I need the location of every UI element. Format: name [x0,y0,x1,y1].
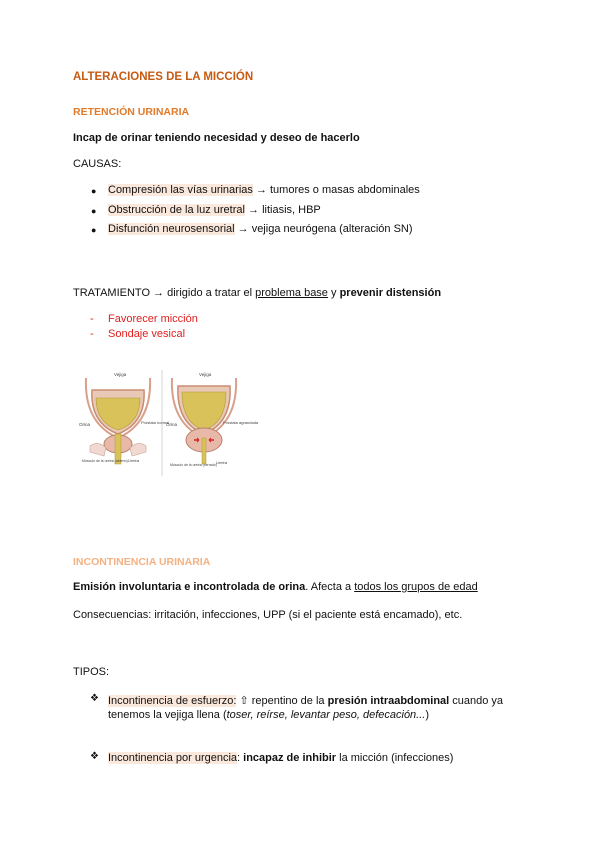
causa-highlight: Compresión las vías urinarias [108,184,253,196]
fig-label-uretra-left: Uretra [128,458,140,463]
tipo-highlight: Incontinencia de esfuerzo: [108,695,237,707]
tipo-text: la micción (infecciones) [336,752,454,764]
fig-label-vejiga-left: Vejiga [114,372,127,377]
incontinencia-heading: INCONTINENCIA URINARIA [73,556,211,568]
tipo-text: tenemos la vejiga llena ( [108,709,227,721]
causa-highlight: Disfunción neurosensorial [108,223,235,235]
tipo-bold: presión intraabdominal [327,695,450,707]
fig-label-prostata-right: Próstata agrandada [223,420,259,425]
fig-label-uretra-right: Uretra [216,460,228,465]
tipo-text: ) [425,709,430,721]
definition-bold: Emisión involuntaria e incontrolada de orina [73,581,306,593]
consecuencias-line: Consecuencias: irritación, infecciones, UPP (si el paciente está encamado), etc. [73,609,463,621]
fig-label-musculo-right: Músculo de la uretra (cerrado) [170,463,217,467]
list-item: Favorecer micción [108,313,198,325]
definition-mid: . Afecta a [305,581,355,593]
tratamiento-underlined: problema base [255,287,328,299]
dash-icon: - [90,313,94,325]
tipos-label: TIPOS: [73,666,110,678]
tratamiento-bold: prevenir distensión [339,287,442,299]
diamond-bullet-icon: ❖ [90,693,99,704]
list-item: Sondaje vesical [108,328,186,340]
tipo-highlight: Incontinencia por urgencia [108,752,238,764]
tipo-text: cuando ya [449,695,504,707]
tipo-italic: toser, reírse, levantar peso, defecación... [226,709,426,721]
tipo-text: ⇧ repentino de la [236,695,328,707]
causa-rest: → tumores o masas abdominales [252,184,420,196]
tipo-bold: incapaz de inhibir [243,752,337,764]
definition-underlined: todos los grupos de edad [354,581,478,593]
tratamiento-middle: y [327,287,340,299]
causas-label: CAUSAS: [73,158,122,170]
tratamiento-line [73,287,441,299]
fig-label-orina-left: Orina [79,422,91,427]
causa-rest: → vejiga neurógena (alteración SN) [234,223,413,235]
tipo-text: : [237,752,244,764]
causa-rest: → litiasis, HBP [244,204,321,216]
page-title: ALTERACIONES DE LA MICCIÓN [73,71,254,83]
bladder-prostate-illustration [78,368,259,478]
fig-label-orina-right: Orina [166,422,178,427]
bullet-icon: ● [91,186,97,196]
bullet-icon: ● [91,206,97,216]
incontinencia-definition [73,581,478,593]
diamond-bullet-icon: ❖ [90,751,99,762]
causa-highlight: Obstrucción de la luz uretral [108,204,245,216]
fig-label-prostata-left: Próstata normal [141,420,170,425]
tratamiento-prefix: TRATAMIENTO → dirigido a tratar el [73,287,256,299]
retencion-definition: Incap de orinar teniendo necesidad y deseo de hacerlo [73,132,360,144]
retencion-heading: RETENCIÓN URINARIA [73,106,190,118]
bullet-icon: ● [91,225,97,235]
fig-label-musculo-left: Músculo de la uretra (abierto) [82,459,128,463]
dash-icon: - [90,328,94,340]
fig-label-vejiga-right: Vejiga [199,372,212,377]
